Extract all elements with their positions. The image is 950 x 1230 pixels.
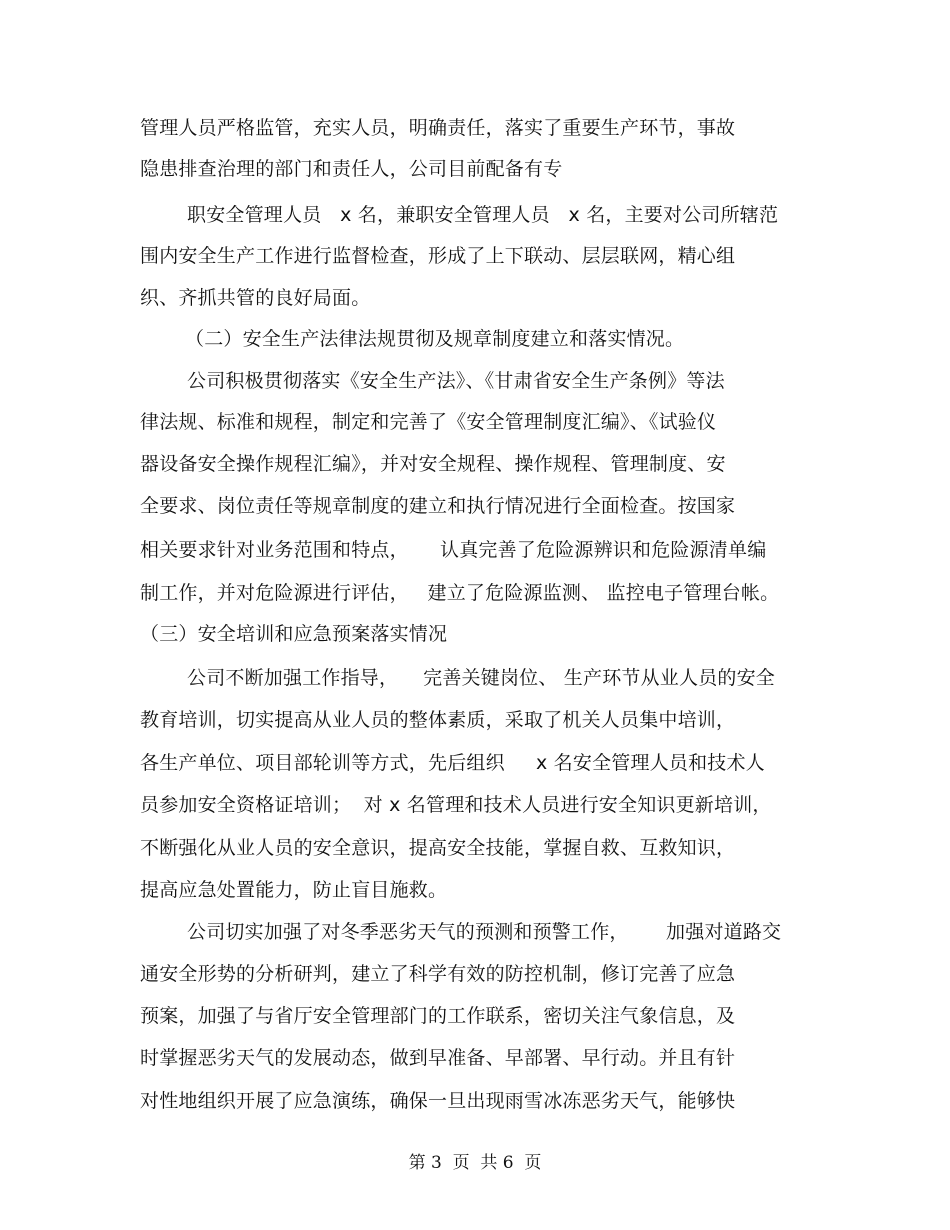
- text-line: 织、齐抓共管的良好局面。: [140, 287, 371, 309]
- text-line: 员参加安全资格证培训； 对 x 名管理和技术人员进行安全知识更新培训，: [140, 794, 772, 816]
- text-line: 隐患排查治理的部门和责任人，公司目前配备有专: [140, 158, 563, 180]
- text-line: 管理人员严格监管，充实人员，明确责任，落实了重要生产环节，事故: [140, 117, 736, 139]
- text-line: 律法规、标准和规程，制定和完善了《安全管理制度汇编》、《试验仪: [140, 411, 717, 433]
- text-line: 职安全管理人员 x 名，兼职安全管理人员 x 名，主要对公司所辖范: [187, 204, 779, 226]
- text-line: 围内安全生产工作进行监督检查，形成了上下联动、层层联网，精心组: [140, 245, 736, 267]
- section-heading: （二）安全生产法律法规贯彻及规章制度建立和落实情况。: [185, 328, 685, 350]
- text-line: 不断强化从业人员的安全意识，提高安全技能，掌握自救、互救知识，: [140, 837, 736, 859]
- section-heading: （三）安全培训和应急预案落实情况: [140, 623, 448, 645]
- text-line: 公司切实加强了对冬季恶劣天气的预测和预警工作， 加强对道路交: [187, 921, 782, 943]
- text-line: 时掌握恶劣天气的发展动态，做到早准备、早部署、早行动。并且有针: [140, 1047, 736, 1069]
- text-line: 公司积极贯彻落实《安全生产法》、《甘肃省安全生产条例》等法: [187, 370, 725, 392]
- page-number-footer: 第 3 页 共 6 页: [408, 1153, 542, 1173]
- text-line: 预案，加强了与省厅安全管理部门的工作联系，密切关注气象信息，及: [140, 1005, 736, 1027]
- text-line: 器设备安全操作规程汇编》，并对安全规程、操作规程、管理制度、安: [140, 453, 726, 475]
- text-line: 教育培训，切实提高从业人员的整体素质，采取了机关人员集中培训，: [140, 709, 736, 731]
- text-line: 相关要求针对业务范围和特点， 认真完善了危险源辨识和危险源清单编: [140, 539, 767, 561]
- text-line: 对性地组织开展了应急演练，确保一旦出现雨雪冰冻恶劣天气，能够快: [140, 1090, 736, 1112]
- text-line: 各生产单位、项目部轮训等方式，先后组织 x 名安全管理人员和技术人: [140, 752, 765, 774]
- text-line: 制工作，并对危险源进行评估， 建立了危险源监测、 监控电子管理台帐。: [140, 582, 780, 604]
- text-line: 公司不断加强工作指导， 完善关键岗位、 生产环节从业人员的安全: [187, 667, 775, 689]
- text-line: 通安全形势的分析研判，建立了科学有效的防控机制，修订完善了应急: [140, 963, 736, 985]
- text-line: 全要求、岗位责任等规章制度的建立和执行情况进行全面检查。按国家: [140, 495, 736, 517]
- text-line: 提高应急处置能力，防止盲目施救。: [140, 879, 448, 901]
